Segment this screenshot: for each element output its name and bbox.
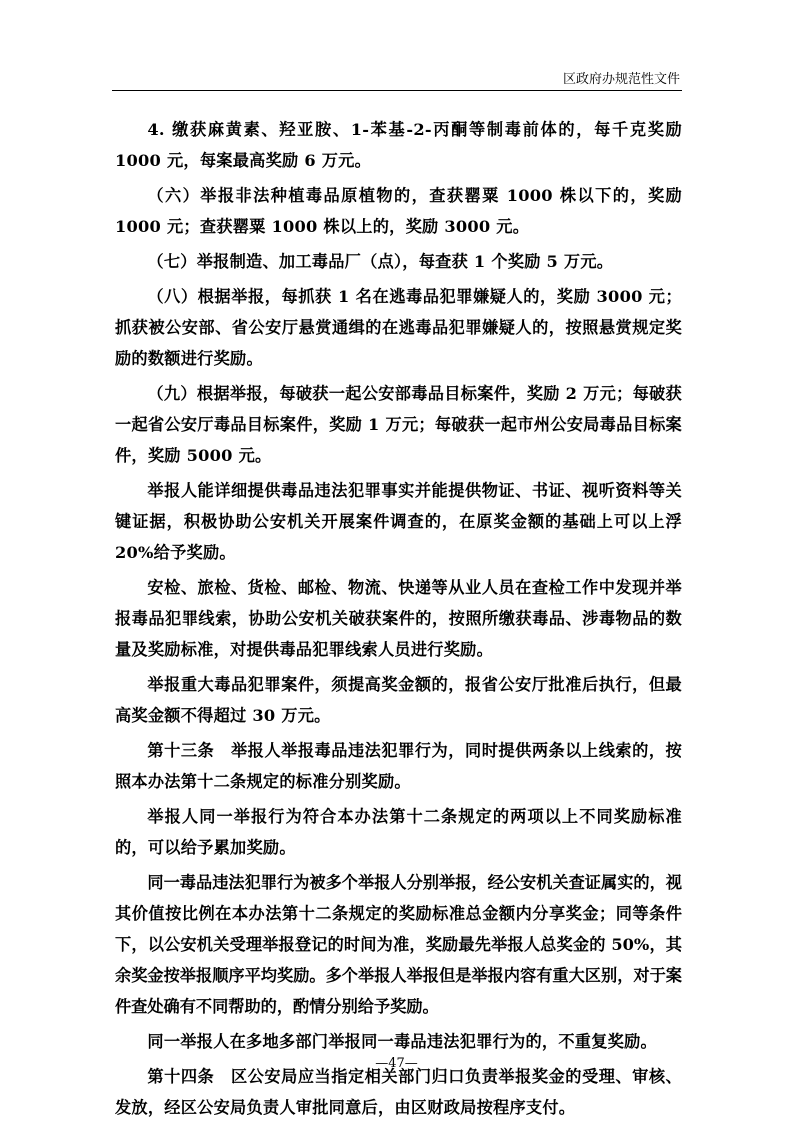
page-header xyxy=(112,68,682,91)
paragraph-clause-6: （六）举报非法种植毒品原植物的，查获罂粟 1000 株以下的，奖励 1000 元；查获罂粟 1000 株以上的，奖励 3000 元。 xyxy=(115,186,682,236)
paragraph-clause-8: （八）根据举报，每抓获 1 名在逃毒品犯罪嫌疑人的，奖励 3000 元；抓获被公安部、省公安厅悬赏通缉的在逃毒品犯罪嫌疑人的，按照悬赏规定奖励的数额进行奖励。 xyxy=(115,287,682,368)
document-body xyxy=(115,114,682,1127)
header-title: 区政府办规范性文件 xyxy=(562,72,680,87)
paragraph-inspection-staff: 安检、旅检、货检、邮检、物流、快递等从业人员在查检工作中发现并举报毒品犯罪线索，协助公安机关破获案件的，按照所缴获毒品、涉毒物品的数量及奖励标准，对提供毒品犯罪线索人员进行奖励。 xyxy=(115,578,682,659)
paragraph-multiple-reporters: 同一毒品违法犯罪行为被多个举报人分别举报，经公安机关查证属实的，视其价值按比例在本办法第十二条规定的奖励标准总金额内分享奖金；同等条件下，以公安机关受理举报登记的时间为准，奖励最先举报人总奖金的 50%，其余奖金按举报顺序平均奖励。多个举报人举报但是举报内容有重大区别，对于案件查处确有不同帮助的，酌情分别给予奖励。 xyxy=(115,873,682,1016)
page-number: —47— xyxy=(375,1056,418,1071)
paragraph-cumulative-reward: 举报人同一举报行为符合本办法第十二条规定的两项以上不同奖励标准的，可以给予累加奖励。 xyxy=(115,807,682,857)
paragraph-article-13: 第十三条 举报人举报毒品违法犯罪行为，同时提供两条以上线索的，按照本办法第十二条规定的标准分别奖励。 xyxy=(115,741,682,791)
paragraph-clause-9: （九）根据举报，每破获一起公安部毒品目标案件，奖励 2 万元；每破获一起省公安厅毒品目标案件，奖励 1 万元；每破获一起市州公安局毒品目标案件，奖励 5000 元。 xyxy=(115,384,682,465)
paragraph-evidence-bonus: 举报人能详细提供毒品违法犯罪事实并能提供物证、书证、视听资料等关键证据，积极协助公安机关开展案件调查的，在原奖金额的基础上可以上浮 20%给予奖励。 xyxy=(115,481,682,562)
paragraph-no-duplicate: 同一举报人在多地多部门举报同一毒品违法犯罪行为的，不重复奖励。 xyxy=(147,1032,657,1051)
paragraph-clause-7: （七）举报制造、加工毒品厂（点），每查获 1 个奖励 5 万元。 xyxy=(147,252,614,271)
paragraph-item-4: 4. 缴获麻黄素、羟亚胺、1-苯基-2-丙酮等制毒前体的，每千克奖励 1000 元，每案最高奖励 6 万元。 xyxy=(115,120,682,170)
paragraph-article-14: 第十四条 区公安局应当指定相关部门归口负责举报奖金的受理、审核、发放，经区公安局负责人审批同意后，由区财政局按程序支付。 xyxy=(115,1067,682,1117)
paragraph-major-case: 举报重大毒品犯罪案件，须提高奖金额的，报省公安厅批准后执行，但最高奖金额不得超过 30 万元。 xyxy=(115,675,682,725)
